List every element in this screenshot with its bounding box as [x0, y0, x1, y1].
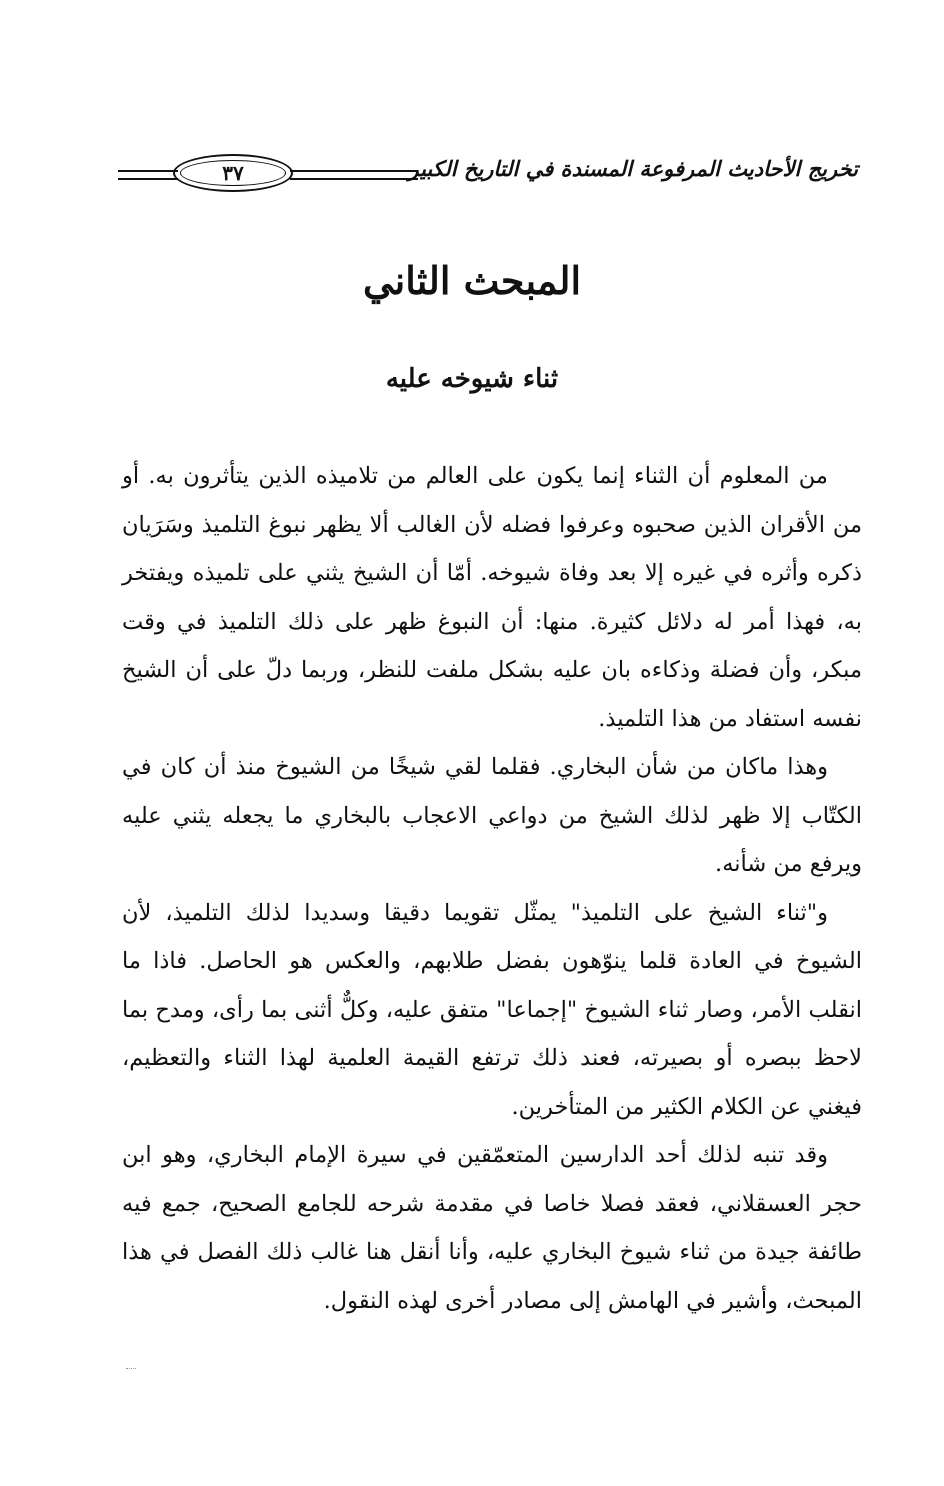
paragraph: وقد تنبه لذلك أحد الدارسين المتعمّقين في سيرة الإمام البخاري، وهو ابن حجر العسقلاني، فعقد فصلا خاصا في مقدمة شرحه للجامع الصحيح، جمع فيه طائفة جيدة من ثناء شيوخ البخاري عليه، وأنا أنقل هنا غالب ذلك الفصل في هذا المبحث، وأشير في الهامش إلى مصادر أخرى لهذه النقول. [122, 1142, 862, 1314]
header-double-rule [290, 170, 418, 180]
paragraph: و"ثناء الشيخ على التلميذ" يمثّل تقويما دقيقا وسديدا لذلك التلميذ، لأن الشيوخ في العادة قلما ينوّهون بفضل طلابهم، والعكس هو الحاصل. فاذا ما انقلب الأمر، وصار ثناء الشيوخ "إجماعا" متفق عليه، وكلٌّ أثنى بما رأى، ومدح بما لاحظ ببصره أو بصيرته، فعند ذلك ترتفع القيمة العلمية لهذا الثناء والتعظيم، فيغني عن الكلام الكثير من المتأخرين. [122, 899, 862, 1120]
paragraph: من المعلوم أن الثناء إنما يكون على العالم من تلاميذه الذين يتأثرون به. أو من الأقران الذين صحبوه وعرفوا فضله لأن الغالب ألا يظهر نبوغ التلميذ وسَرَيان ذكره وأثره في غيره إلا بعد وفاة شيوخه. أمّا أن الشيخ يثني على تلميذه ويفتخر به، فهذا أمر له دلائل كثيرة. منها: أن النبوغ ظهر على ذلك التلميذ في وقت مبكر، وأن فضلة وذكاءه بان عليه بشكل ملفت للنظر، وربما دلّ على أن الشيخ نفسه استفاد من هذا التلميذ. [122, 463, 862, 732]
body-text [122, 452, 862, 1325]
section-subtitle: ثناء شيوخه عليه [385, 364, 559, 394]
paragraph: وهذا ماكان من شأن البخاري. فقلما لقي شيخًا من الشيوخ منذ أن كان في الكتّاب إلا ظهر لذلك الشيخ من دواعي الاعجاب بالبخاري ما يجعله يثني عليه ويرفع من شأنه. [122, 754, 862, 877]
running-header-title: تخريج الأحاديث المرفوعة المسندة في التاريخ الكبير [408, 156, 858, 181]
running-header [118, 150, 858, 200]
scan-speck [126, 1368, 136, 1372]
page-number-badge [173, 154, 293, 192]
header-double-rule-left [118, 170, 178, 180]
page-number: ٣٧ [180, 160, 286, 186]
section-title: المبحث الثاني [362, 258, 582, 303]
